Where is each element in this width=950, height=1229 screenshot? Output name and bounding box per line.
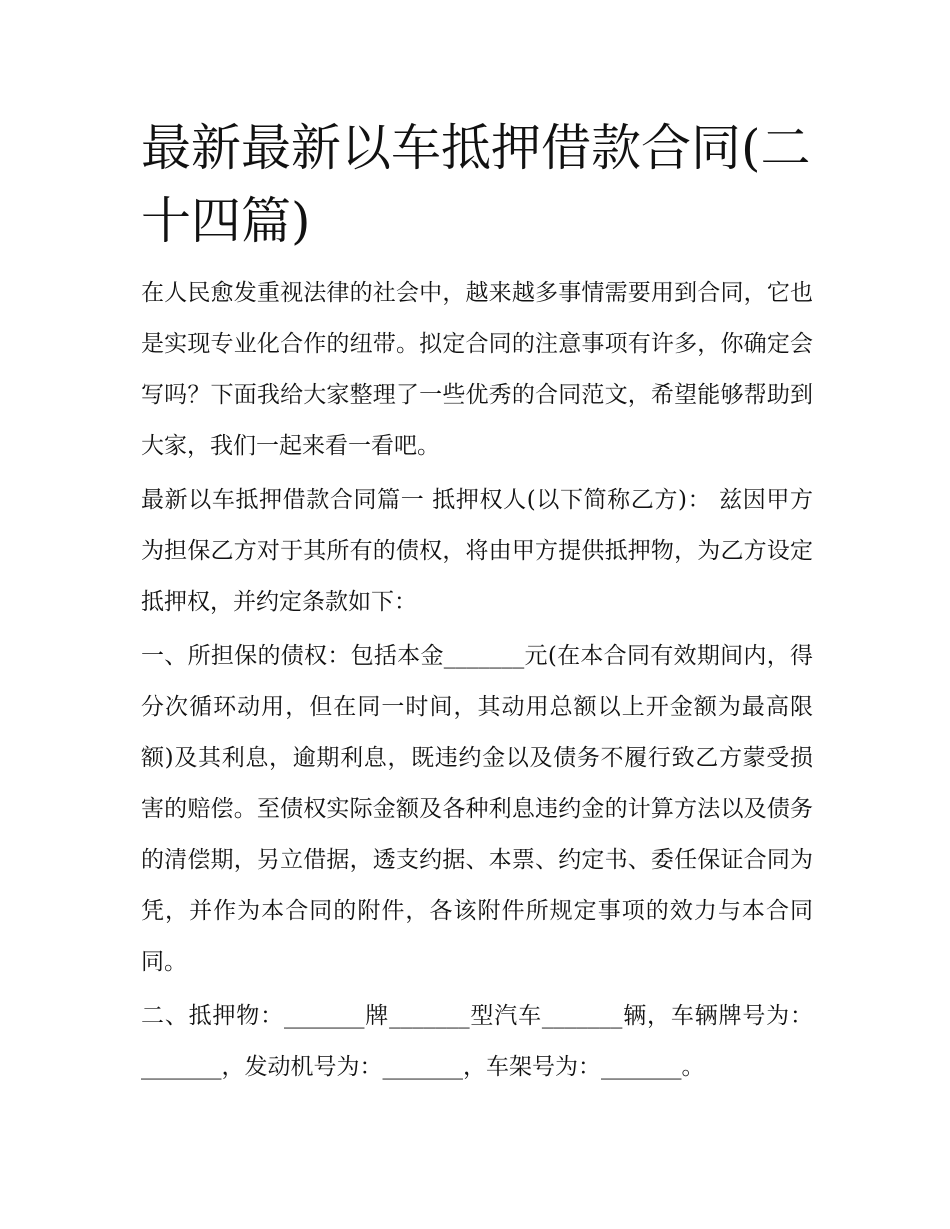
document-title: 最新最新以车抵押借款合同(二十四篇) [141, 119, 811, 250]
clause-one-paragraph: 一、所担保的债权：包括本金_______元(在本合同有效期间内，得分次循环动用，但在同一时间，其动用总额以上开金额为最高限额)及其利息，逾期利息，既违约金以及债务不履行致乙方蒙受损害的赔偿。至债权实际金额及各种利息违约金的计算方法以及债务的清偿期，另立借据，透支约据、本票、约定书、委任保证合同为凭，并作为本合同的附件，各该附件所规定事项的效力与本合同同。 [141, 643, 813, 975]
contract-opening-paragraph: 最新以车抵押借款合同篇一 抵押权人(以下简称乙方)： 兹因甲方为担保乙方对于其所有的债权，将由甲方提供抵押物，为乙方设定抵押权，并约定条款如下： [141, 487, 813, 615]
document-page [141, 112, 813, 1093]
intro-paragraph: 在人民愈发重视法律的社会中，越来越多事情需要用到合同，它也是实现专业化合作的纽带。拟定合同的注意事项有许多，你确定会写吗？下面我给大家整理了一些优秀的合同范文，希望能够帮助到大家，我们一起来看一看吧。 [141, 280, 813, 459]
clause-two-paragraph: 二、抵押物：_______牌_______型汽车_______辆，车辆牌号为：_______，发动机号为：_______，车架号为：_______。 [141, 1003, 813, 1080]
